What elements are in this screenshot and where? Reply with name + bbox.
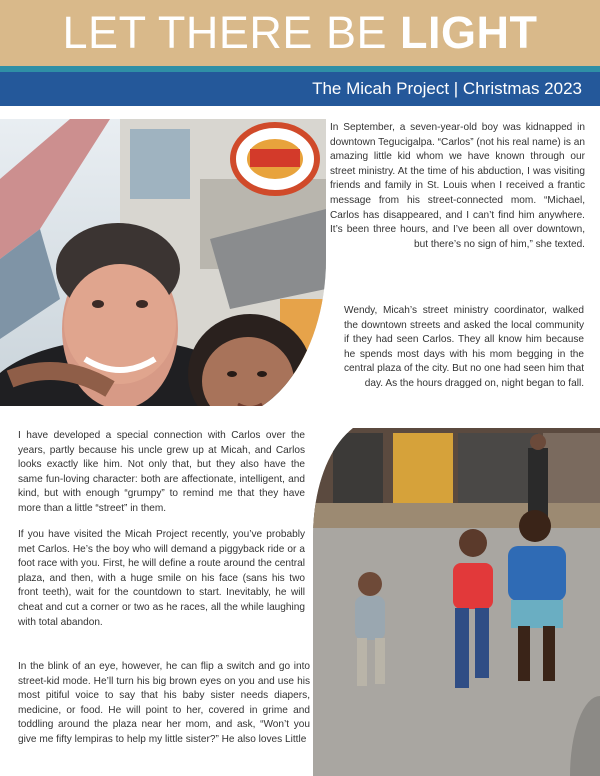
subheader-bar (0, 72, 600, 106)
paragraph-piggyback: If you have visited the Micah Project recently, you’ve probably met Carlos. He’s the boy who will demand a piggyback ride or a foot race with you. First, he will define a route around the central plaza, and then, with a huge smile on his face (sans his two front teeth), wait for the countdown to start. Inevitably, he will cheat and cut a corner or two as he races, all the while laughing with total abandon. (18, 529, 305, 628)
selfie-photo (0, 119, 326, 406)
paragraph-search: Wendy, Micah’s street ministry coordinator, walked the downtown streets and asked the local community if they had seen Carlos. They all know him because he spends most days with his mom begging in the central plaza of the city. But no one had seen him that day. As the hours dragged on, night began to fall. (344, 305, 584, 389)
plaza-photo (313, 428, 600, 776)
page-title: LET THERE BE LIGHT (62, 7, 538, 58)
page-title-bold: LIGHT (399, 7, 538, 58)
title-banner (0, 0, 600, 66)
paragraph-street-kid: In the blink of an eye, however, he can flip a switch and go into street-kid mode. He’ll turn his big brown eyes on you and use his most pitiful voice to say that his baby sister needs diapers, medicine, or food. He will point to her, covered in grime and toddling around the plaza near her mom, and ask, “Won’t you give me fifty lempiras to help my little sister?” He also loves Little (18, 661, 310, 745)
paragraph-connection: I have developed a special connection with Carlos over the years, partly because his uncle grew up at Micah, and Carlos looks exactly like him. Not only that, but they also have the same fun-loving character: both are affectionate, intelligent, and kind, but with enough “grumpy” to remind me that they have more than a little “street” in them. (18, 430, 305, 514)
paragraph-kidnapping: In September, a seven-year-old boy was kidnapped in downtown Tegucigalpa. “Carlos” (not his real name) is an amazing little kid whom we have known through our street ministry. At the time of his abduction, I was visiting friends and family in St. Louis when I received a frantic message from his street-connected mom. “Michael, Carlos has disappeared, and I can’t find him anywhere. It’s been three hours, and I’ve been all over downtown, but there’s no sign of him,” she texted. (330, 122, 585, 250)
newsletter-subtitle: The Micah Project | Christmas 2023 (312, 79, 582, 98)
